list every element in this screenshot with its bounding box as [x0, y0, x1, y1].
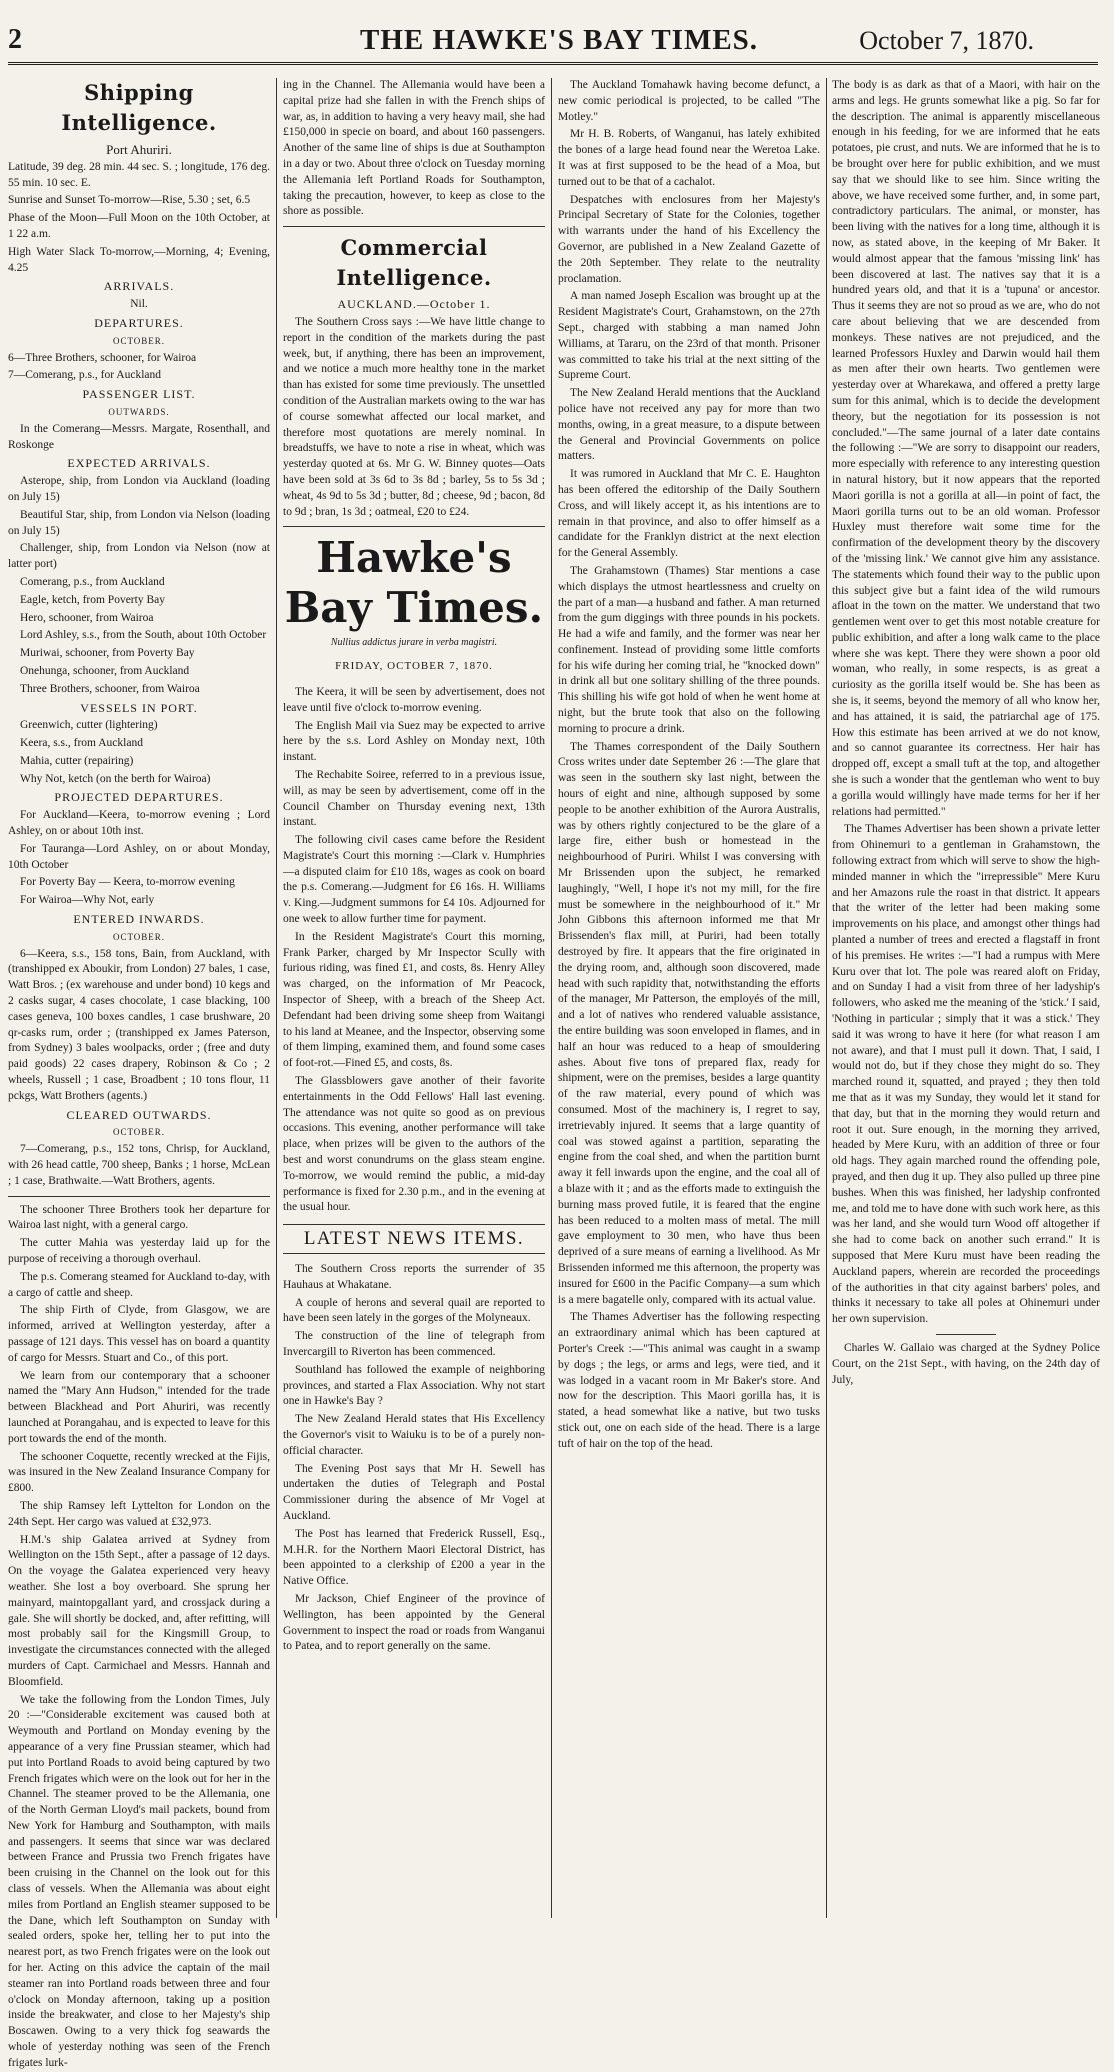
news-item: The construction of the line of telegraph from Invercargill to Riverton has been commenced.: [283, 1330, 545, 1358]
news-item: A man named Joseph Escalion was brought up at the Resident Magistrate's Court, Grahamstown, on the 27th Sept., charged with stabbing a man named John Williams, at Tararu, on the 23rd of that month. Prisoner was committed to take his trial at the next sitting of the Supreme Court.: [558, 290, 820, 382]
entered-title: ENTERED INWARDS.: [73, 912, 205, 927]
local-paragraph: In the Resident Magistrate's Court this morning, Frank Parker, charged by Mr Inspector Scully with furious riding, was fined £1, and costs, 8s. Henry Alley was charged, on the information of Mr Peacock, Inspector of Sheep, with a breach of the Sheep Act. Defendant had been driving some sheep from Waitangi to his land at Meanee, and the Inspector, observing some of them limping, examined them, and found some cases of foot-rot.—Fined £5, and costs, 8s.: [283, 930, 545, 1070]
projected-item: For Poverty Bay — Keera, to-morrow evening: [20, 876, 235, 889]
column-1: [8, 78, 270, 2069]
projected-title: PROJECTED DEPARTURES.: [54, 790, 224, 805]
news-item: Despatches with enclosures from her Majesty's Principal Secretary of State for the Colonies, together with warrants under the hand of his Excellency the Governor, are published in a New Zealand Gazette of the 20th September. They relate to the neutrality proclamation.: [558, 193, 820, 285]
section-rule: [283, 226, 545, 227]
column-2: [283, 78, 545, 1918]
commercial-heading: Commercial Intelligence.: [336, 235, 492, 291]
commercial-dateline: AUCKLAND.—October 1.: [337, 297, 491, 312]
news-item: Charles W. Gallaio was charged at the Sydney Police Court, on the 21st Sept., with having, on the 24th day of July,: [832, 1341, 1100, 1386]
paper-motto: Nullius addictus jurare in verba magistri.: [330, 637, 498, 649]
column-divider: [276, 78, 277, 1918]
vessels-title: VESSELS IN PORT.: [80, 700, 198, 715]
news-item: Mr Jackson, Chief Engineer of the province of Wellington, has been appointed by the General Government to inspect the road or roads from Wanganui to Patea, and to report generally on the same.: [283, 1592, 545, 1653]
expected-arrival: Lord Ashley, s.s., from the South, about 10th October: [20, 629, 267, 642]
shipping-paragraph: The schooner Three Brothers took her departure for Wairoa last night, with a general cargo.: [8, 1203, 270, 1232]
cleared-month: OCTOBER.: [112, 1127, 166, 1138]
column-4: [832, 78, 1100, 1918]
expected-arrival: Onehunga, schooner, from Auckland: [20, 664, 190, 677]
vessel-item: Keera, s.s., from Auckland: [20, 737, 143, 750]
port-name: Port Ahuriri.: [106, 142, 172, 157]
short-rule: [936, 1334, 996, 1335]
local-paragraph: The Glassblowers gave another of their favorite entertainments in the Odd Fellows' Hall last evening. The attendance was not quite so good as on previous occasions. This evening, another performance will take place, when prizes will be given to the authors of the best and worst conundrums on the glass steam engine. To-morrow, we would remind the public, a mid-day performance is fixed for 2.30 p.m., and in the evening at the usual hour.: [283, 1075, 545, 1214]
departure-item: 6—Three Brothers, schooner, for Wairoa: [8, 351, 197, 364]
arrivals-nil: Nil.: [130, 298, 148, 311]
news-item: The New Zealand Herald states that His Excellency the Governor's visit to Waiuku is to be of a purely non-official character.: [283, 1413, 545, 1457]
departure-item: 7—Comerang, p.s., for Auckland: [8, 369, 161, 382]
masthead: [0, 24, 1114, 60]
local-paragraph: The English Mail via Suez may be expected to arrive here by the s.s. Lord Ashley on Monday next, 10th instant.: [283, 719, 545, 764]
vessel-item: Why Not, ketch (on the berth for Wairoa): [20, 772, 211, 785]
news-item: The Grahamstown (Thames) Star mentions a case which displays the utmost heartlessness and cruelty on the part of a man—a husband and father. A man returned from the gum diggings with three pounds in his pockets. He had a wife and family, and the former was near her confinement. Instead of providing some little comforts for his wife during her coming trial, he "knocked down" in drink all but one solitary shilling of the three pounds. This shilling his wife got hold of when he went home at night, but the brute took that also on the following morning to procure a drink.: [558, 564, 820, 735]
shipping-paragraph: The p.s. Comerang steamed for Auckland to-day, with a cargo of cattle and sheep.: [8, 1270, 270, 1299]
departures-title: DEPARTURES.: [94, 315, 184, 330]
shipping-paragraph: The ship Firth of Clyde, from Glasgow, we are informed, arrived at Wellington yesterday, after a passage of 121 days. This vessel has on board a quantity of cargo for Messrs. Stuart and Co., of this port.: [8, 1304, 270, 1364]
shipping-paragraph: We learn from our contemporary that a schooner named the "Mary Ann Hudson," intended for the trade between Blackhead and Port Ahuriri, was recently launched at Porangahau, and is expected to leave for this port towards the end of the month.: [8, 1369, 270, 1445]
commercial-text: The Southern Cross says :—We have little change to report in the condition of the markets during the past week, but, if anything, there has been an improvement, and we notice a much more healthy tone in the market than has existed for some time previously. The unsettled condition of the Australian markets owing to the war has of course somewhat affected our local market, and therefore most quotations are merely nominal. In breadstuffs, we have to note a rise in wheat, which was yesterday quoted at 6s. Mr G. W. Binney quotes—Oats have been sold at 3s 6d to 3s 8d ; barley, 5s to 5s 3d ; wheat, 4s 9d to 5s 3d ; butter, 8d ; cheese, 9d ; bacon, 8d to 9d ; bran, 1s 3d ; oatmeal, £20 to £24.: [283, 315, 545, 518]
news-item: The Thames correspondent of the Daily Southern Cross writes under date September 26 :—The glare that was seen in the southern sky last night, between the hours of eight and nine, although supposed by some people to be another exhibition of the Aurora Australis, was by others rightly conjectured to be the glare of a large fire, either bush or homestead in the neighbourhood of Puriri. Whilst I was conversing with Mr Brissenden upon the subject, he remarked laughingly, "Well, I hope it's not my mill, for the fire must be somewhere in the neighbourhood of it." Mr John Gibbons this afternoon informed me that Mr Brissenden's flax mill, at Puriri, had been totally destroyed by fire. It appears that the fire originated in the drying room, and, although soon discovered, made head with such rapidity that, notwithstanding the efforts of the manager, Mr Patterson, the employés of the mill, and a lot of natives who rendered valuable assistance, the entire building was soon enveloped in flames, and in half an hour was reduced to a heap of smouldering ashes. About five tons of prepared flax, ready for shipment, were on the premises, besides a large quantity of the raw material, every pound of which was consumed. Most of the machinery is, I regret to say, irretrievably injured. It seems that a large quantity of coal was stowed against a partition, separating the engine from the coal shed, and when the partition burnt away it fell inwards upon the engine, and the coal all of a blaze with it ; and as the efforts made to extinguish the burning mass proved futile, it is feared that the engine has been reduced to a molten mass of metal. The mill gave employment to 30 men, who have thus been deprived of a sure means of earning a livelihood. As Mr Brissenden informed me this afternoon, the property was insured for £600 in the Pacific Company—a sum which is a mere bagatelle only, compared with its actual value.: [558, 740, 820, 1306]
expected-arrival: Muriwai, schooner, from Poverty Bay: [20, 647, 195, 660]
shipping-paragraph: H.M.'s ship Galatea arrived at Sydney from Wellington on the 15th Sept., after a passage of 12 days. On the voyage the Galatea experienced very heavy weather. She lost a boy overboard. She sprung her mainyard, maintopgallant yard, and crossjack during a gale. She will shortly be docked, and, after refitting, will most probably sail for the Kingsmill Group, to investigate the circumstances connected with the alleged murders of Capt. Carmichael and Messrs. Hannah and Bloomfield.: [8, 1533, 270, 1688]
masthead-rule: [8, 62, 1098, 65]
arrivals-title: ARRIVALS.: [103, 279, 175, 294]
expected-arrival: Beautiful Star, ship, from London via Nelson (loading on July 15): [8, 508, 270, 537]
issue-date: October 7, 1870.: [859, 26, 1034, 55]
latest-news-heading: LATEST NEWS ITEMS.: [283, 1224, 545, 1254]
news-item: Southland has followed the example of neighboring provinces, and started a Flax Association. Why not start one in Hawke's Bay ?: [283, 1363, 545, 1408]
entered-month: OCTOBER.: [112, 931, 166, 942]
water-line: High Water Slack To-morrow,—Morning, 4; Evening, 4.25: [8, 245, 270, 274]
editorial-paper-name: Hawke's Bay Times.: [284, 533, 544, 633]
news-item: It was rumored in Auckland that Mr C. E. Haughton has been offered the editorship of the Daily Southern Cross, and will likely accept it, as his intentions are to remain in that province, and also to offer himself as a candidate for the Franklyn district at the next election for the General Assembly.: [558, 468, 820, 560]
news-item: The New Zealand Herald mentions that the Auckland police have not received any pay for more than two months, owing, in a great measure, to a dispute between the General and Provincial Governments on police matters.: [558, 387, 820, 463]
news-item: The Thames Advertiser has been shown a private letter from Ohinemuri to a gentleman in Grahamstown, the following extract from which will serve to show the high-minded manner in which the "irrepressible" Mere Kuru and her Amazons rule the roast in that district. It appears that the writer of the letter had been making some improvements on his place, and amongst other things had planted a number of trees and erected a flagstaff in front of his premises. He writes :—"I had a rumpus with Mere Kuru over that lot. The pole was reared aloft on Friday, and on Sunday I had a visit from three of her ladyship's followers, who asked me the meaning of the 'stick.' I said, 'Nothing in particular ; simply that it was a stick.' They said it was wrong to have it here (for what reason I am not aware), and that I must pull it down. That, I said, I would not do, but if they chose they might do so. They marched round it, squatted, and prayed ; they then told me that as it was my Sunday, they would let it stand for that day, but that in the morning they would return and root it out. Sure enough, in the morning they arrived, headed by Mere Kuru, with an addition of three or four old hags. They again marched round the offending pole, prayed, and then dug it up. They also pulled up three pine bushes. When this was finished, her ladyship confronted me, and told me to have done with such work here, as this was her land, and she would turn Wood off altogether if she had to come back on another such errand." It is supposed that Mere Kuru must have been reading the Auckland papers, wherein are recorded the proceedings of the authorities in that city against barbers' poles, and thinks it necessary to take all poles at Ohinemuri under her own supervision.: [832, 823, 1100, 1326]
projected-item: For Tauranga—Lord Ashley, on or about Monday, 10th October: [8, 842, 270, 871]
local-paragraph: The Keera, it will be seen by advertisement, does not leave until five o'clock to-morrow evening.: [283, 685, 545, 714]
passenger-title: PASSENGER LIST.: [82, 387, 196, 402]
expected-arrival: Asterope, ship, from London via Auckland (loading on July 15): [8, 475, 270, 503]
expected-arrival: Comerang, p.s., from Auckland: [20, 575, 165, 588]
shipping-paragraph: The cutter Mahia was yesterday laid up for the purpose of receiving a thorough overhaul.: [8, 1237, 270, 1265]
projected-item: For Wairoa—Why Not, early: [20, 894, 155, 907]
news-item: The Post has learned that Frederick Russell, Esq., M.H.R. for the Northern Maori Electoral District, has been appointed to a clerkship of £200 a year in the Native Office.: [283, 1527, 545, 1588]
news-item: A couple of herons and several quail are reported to have been seen lately in the gorges of the Molyneaux.: [283, 1296, 545, 1325]
moon-line: Phase of the Moon—Full Moon on the 10th October, at 1 22 a.m.: [8, 212, 270, 240]
section-rule: [8, 1196, 270, 1197]
projected-item: For Auckland—Keera, to-morrow evening ; Lord Ashley, on or about 10th inst.: [8, 809, 270, 838]
expected-arrivals-title: EXPECTED ARRIVALS.: [67, 456, 211, 471]
shipping-paragraph: We take the following from the London Times, July 20 :—"Considerable excitement was caused both at Weymouth and Portland on Monday evening by the appearance of a very fine Prussian steamer, which had put into Portland Roads to avoid being captured by two French frigates which were on the look out for her in the Channel. The steamer proved to be the Allemania, one of the North German Lloyd's mail packets, bound from New York for Hamburg and Southampton, with mails and passengers. It seems that since war was declared between France and Prussia two French frigates have been cruising in the Channel on the look out for this class of vessels. When the Allemania was about eight miles from Portland an English steamer supposed to be the Dane, which left Southampton on Sunday with sealed orders, spoke her, telling her to put into the nearest port, as two French frigates were on the look out for her. Acting on this advice the captain of the mail steamer ran into Portland roads between three and four o'clock on Monday afternoon, taking up a position inside the breakwater, and close to her Majesty's ship Boscawen. Owing to a very thick fog seawards the whole of yesterday nothing was seen of the French frigates lurk-: [8, 1693, 270, 2069]
latitude-line: Latitude, 39 deg. 28 min. 44 sec. S. ; longitude, 176 deg. 55 min. 10 sec. E.: [8, 160, 270, 189]
expected-arrival: Three Brothers, schooner, from Wairoa: [20, 682, 200, 695]
sunrise-line: Sunrise and Sunset To-morrow—Rise, 5.30 ; set, 6.5: [8, 194, 251, 207]
expected-arrival: Hero, schooner, from Wairoa: [20, 611, 154, 624]
news-item: The Southern Cross reports the surrender of 35 Hauhaus at Whakatane.: [283, 1263, 545, 1291]
news-item: The Thames Advertiser has the following respecting an extraordinary animal which has been captured at Porter's Creek :—"This animal was caught in a swamp by dogs ; the legs, or arms and legs, were tied, and it was lodged in a vacant room in Mr Baker's store. And now for the description. This Maori gorilla has, it is stated, a head somewhat like a native, but two tusks stick out, one on each side of the head. There is a large tuft of hair on the top of the head.: [558, 1311, 820, 1450]
expected-arrival: Challenger, ship, from London via Nelson (now at latter port): [8, 542, 270, 571]
editorial-dateline: FRIDAY, OCTOBER 7, 1870.: [335, 660, 493, 673]
entered-text: 6—Keera, s.s., 158 tons, Bain, from Auckland, with (transhipped ex Aboukir, from London) 27 bales, 1 case, Watt Bros. ; (ex warehouse and under bond) 10 kegs and 2 casks sugar, 4 cases chocolate, 1 case blacking, 100 cases geneva, 100 boxes candles, 1 case brushware, 20 qr-casks rum, order ; (transhipped ex James Paterson, from Sydney) 3 bales woolpacks, order ; (free and duty paid goods) 22 cases drapery, Robinson & Co ; 2 wheels, Russell ; 1 case, Broadbent ; 10 tons flour, 11 pckgs, Watt Brothers (agents.): [8, 947, 270, 1102]
column-3: [558, 78, 820, 1918]
expected-arrival: Eagle, ketch, from Poverty Bay: [20, 593, 165, 606]
news-item: Mr H. B. Roberts, of Wanganui, has lately exhibited the bones of a large head found near the Weretoa Lake. It was at first supposed to be the head of a Moa, but turned out to be that of a cachalot.: [558, 128, 820, 188]
departures-month: OCTOBER.: [112, 335, 166, 346]
section-rule: [283, 526, 545, 527]
shipping-paragraph: The ship Ramsey left Lyttelton for London on the 24th Sept. Her cargo was valued at £32,973.: [8, 1499, 270, 1528]
news-item: The Evening Post says that Mr H. Sewell has undertaken the duties of Telegraph and Postal Commissioner during the absence of Mr Vogel at Auckland.: [283, 1462, 545, 1522]
local-paragraph: The following civil cases came before the Resident Magistrate's Court this morning :—Clark v. Humphries—a disputed claim for £10 18s, wages as cook on board the p.s. Comerang.—Judgment for £6 16s. H. Williams v. King.—Judgment summons for £4 10s. Adjourned for one week to allow further time for payment.: [283, 834, 545, 926]
newspaper-title: THE HAWKE'S BAY TIMES.: [360, 24, 759, 56]
column-divider: [826, 78, 827, 1918]
cleared-text: 7—Comerang, p.s., 152 tons, Chrisp, for Auckland, with 26 head cattle, 700 sheep, Banks ; 1 horse, McLean ; 1 case, Brathwaite.—Watt Brothers, agents.: [8, 1143, 270, 1187]
passenger-text: In the Comerang—Messrs. Margate, Rosenthall, and Roskonge: [8, 422, 270, 451]
page-number: 2: [8, 24, 22, 55]
vessel-item: Greenwich, cutter (lightering): [20, 719, 158, 732]
allemania-continuation: ing in the Channel. The Allemania would have been a capital prize had she fallen in with the French ships of war, as, in addition to having a very heavy mail, she had £150,000 in specie on board, and about 160 passengers. Another of the same line of ships is due at Southampton in a day or two. About three o'clock on Tuesday morning the Allemania left Portland Roads for Southampton, taking the precaution, however, to keep as close to the shore as possible.: [283, 79, 545, 218]
passenger-sub: OUTWARDS.: [108, 406, 170, 417]
shipping-heading: Shipping Intelligence.: [61, 80, 217, 135]
news-item: The body is as dark as that of a Maori, with hair on the arms and legs. He grunts somewhat like a pig. So far for the description. The animal is apparently miscellaneous enough in his feeding, for we are informed that he eats potatoes, pie crust, and nuts. We are informed that he is to be brought over here for public exhibition, and we must say that we should like to see him. Since writing the above, we have received some further, and, in some part, contradictory particulars. The animal, or monster, has been living with the natives for a long time, although it is now, as stated above, in the keeping of Mr Baker. It would almost appear that the famous 'missing link' has been discovered at last. The natives say that it is a hundred years old, and that it is a 'tupuna' or ancestor. Thus it seems they are not so proud as we are, who do not care about believing that we are descended from monkeys. These natives are not prejudiced, and the learned Professors Huxley and Darwin would hail them as men after their own hearts. Two gentlemen were yesterday over at Wharekawa, and offered a pretty large sum for this animal, which is to decide the development theory, but the negotiation for its possession is not concluded."—The same journal of a later date contains the following :—"We are sorry to disappoint our readers, more especially with reference to any interesting question in natural history, but it now appears that the reported Maori gorilla is not a gorilla at all—in point of fact, the Maori gorilla turns out to be an old woman. Professor Huxley must therefore wait some time for the confirmation of the development theory by the discovery of the 'missing link.' We cannot give him any assistance. The statements which found their way to the public upon this subject give but a faint idea of the wild rumours afloat in the town on the matter. We understand that two gentlemen went over to get this most notable creature for public exhibition, and after a long walk came to the place where she was kept. There they were shown a poor old woman, who really, in some respects, is as great a curiosity as the gorilla itself would be. She has been as she is, it seems, beyond the memory of all who know her, and has attained, it is said, the patriarchal age of 175. How this estimate has been arrived at we do not know, and so cannot guarantee its correctness. Her hair has dropped off, except a small tuft at the top, and altogether she is such a wonder that the gentleman who went to buy a gorilla would willingly have made terms for her if her relations had permitted.": [832, 79, 1100, 818]
local-paragraph: The Rechabite Soiree, referred to in a previous issue, will, as may be seen by advertisement, come off in the Council Chamber on Thursday evening next, 13th instant.: [283, 768, 545, 829]
shipping-paragraph: The schooner Coquette, recently wrecked at the Fijis, was insured in the New Zealand Insurance Company for £800.: [8, 1450, 270, 1495]
news-item: The Auckland Tomahawk having become defunct, a new comic periodical is projected, to be called "The Motley.": [558, 79, 820, 123]
vessel-item: Mahia, cutter (repairing): [20, 754, 134, 767]
cleared-title: CLEARED OUTWARDS.: [66, 1107, 212, 1122]
column-divider: [551, 78, 552, 1918]
